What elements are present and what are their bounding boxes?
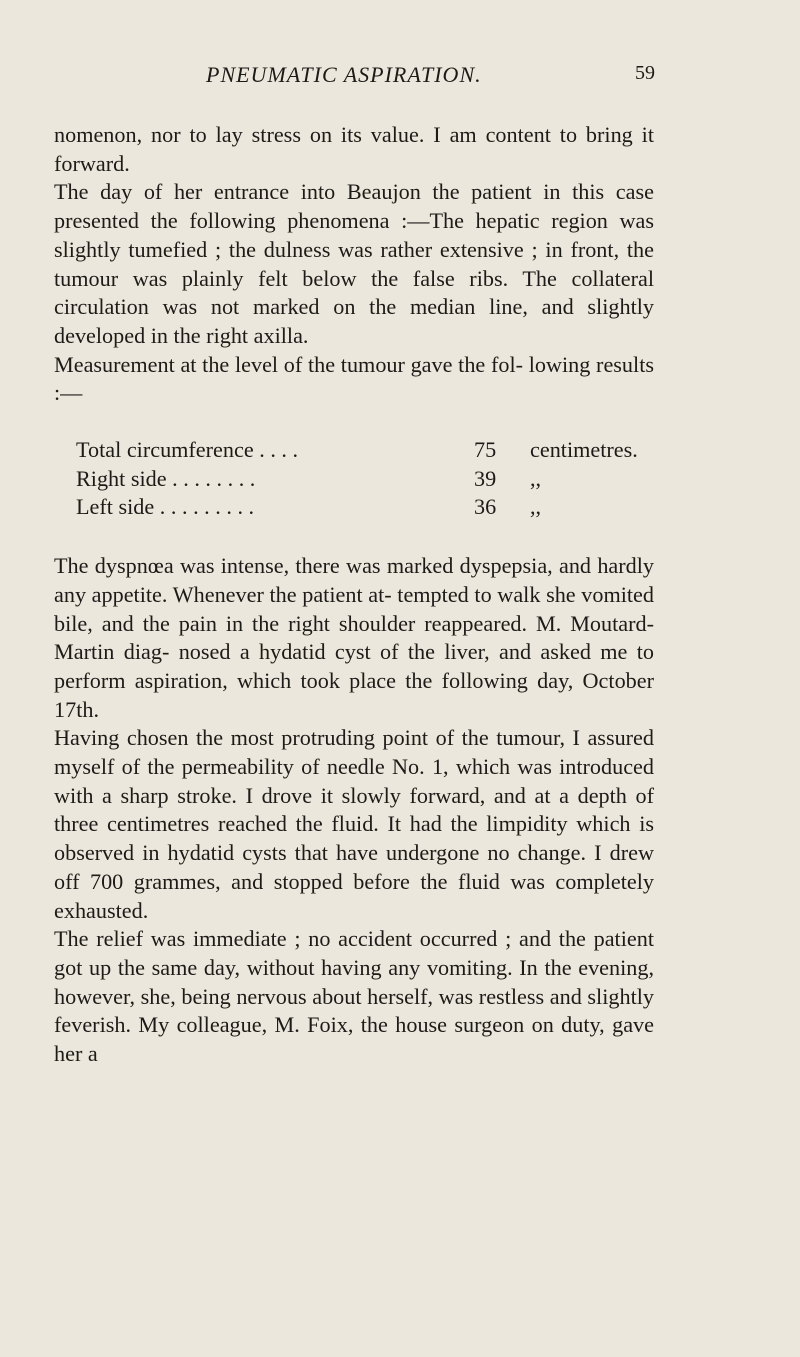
paragraph-dyspnoea: The dyspnœa was intense, there was marked dyspepsia, and hardly any appetite. Whenever the patient at- tempted to walk she vomited bile, and the pain in the right shoulder reappeared. M. Moutard-Martin diag- nosed a hydatid cyst of the liver, and asked me to perform aspiration, which took place the following day, October 17th. (54, 553, 654, 722)
measurement-unit: ,, (530, 465, 542, 491)
measurement-label: Right side . . . . . . . . (76, 465, 256, 491)
paragraph-continuation: nomenon, nor to lay stress on its value. I am content to bring it forward. (54, 122, 654, 176)
running-head (0, 62, 800, 92)
measurement-row-right (54, 465, 654, 494)
measurement-unit: ,, (530, 494, 542, 520)
body-text (54, 121, 654, 1069)
measurement-row-total (54, 436, 654, 465)
measurement-value: 75 (474, 437, 497, 463)
paragraph-relief: The relief was immediate ; no accident occurred ; and the patient got up the same day, without having any vomiting. In the evening, however, she, being nervous about herself, was restless and slightly feverish. My colleague, M. Foix, the house surgeon on duty, gave her a (54, 926, 654, 1067)
running-title: PNEUMATIC ASPIRATION. (206, 62, 482, 87)
paragraph-aspiration: Having chosen the most protruding point of the tumour, I assured myself of the permeability of needle No. 1, which was introduced with a sharp stroke. I drove it slowly forward, and at a depth of three centimetres reached the fluid. It had the limpidity which is observed in hydatid cysts that have undergone no change. I drew off 700 grammes, and stopped before the fluid was completely exhausted. (54, 725, 654, 923)
measurement-table (54, 436, 654, 522)
measurement-value: 39 (474, 465, 497, 491)
paragraph-measurement-intro: Measurement at the level of the tumour gave the fol- lowing results :— (54, 351, 654, 406)
measurement-label: Total circumference . . . . (76, 437, 299, 463)
paragraph-entrance: The day of her entrance into Beaujon the patient in this case presented the following phenomena :—The hepatic region was slightly tumefied ; the dulness was rather extensive ; in front, the tumour was plainly felt below the false ribs. The collateral circulation was not marked on the median line, and slightly developed in the right axilla. (54, 179, 654, 348)
page-number: 59 (635, 62, 655, 84)
measurement-label: Left side . . . . . . . . . (76, 494, 255, 520)
measurement-value: 36 (474, 494, 497, 520)
measurement-row-left (54, 493, 654, 522)
measurement-unit: centimetres. (530, 437, 638, 463)
